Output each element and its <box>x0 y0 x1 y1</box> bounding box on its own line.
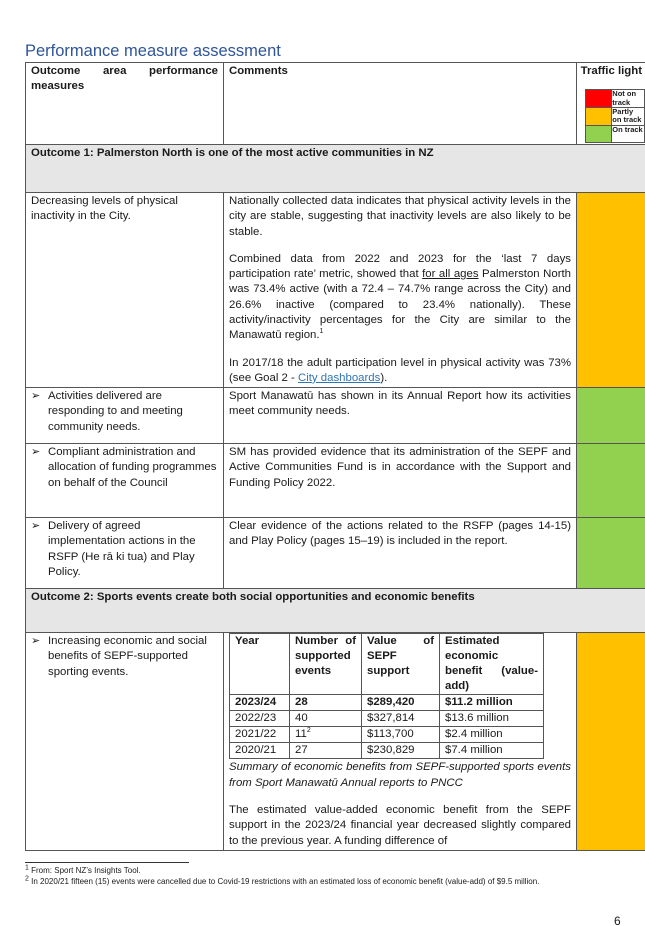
page-title: Performance measure assessment <box>25 42 281 60</box>
sepf-table-caption: Summary of economic benefits from SEPF-supported sports events from Sport Manawatū Annual reports to PNCC <box>229 761 571 789</box>
legend-label-not-on-track: Not on track <box>612 90 645 108</box>
outcome-1-title: Outcome 1: Palmerston North is one of the most active communities in NZ <box>26 145 645 193</box>
traffic-light-title: Traffic light <box>580 65 642 77</box>
table-cell: $11.2 million <box>440 695 544 711</box>
table-cell: $13.6 million <box>440 711 544 727</box>
sepf-header-events: Number of supported events <box>290 634 362 695</box>
amber-swatch <box>586 108 612 126</box>
table-cell: $113,700 <box>362 727 440 743</box>
bullet-arrow-icon: ➢ <box>31 635 41 648</box>
measure-row-compliance <box>26 444 645 518</box>
sepf-table-header <box>230 634 544 695</box>
footnote-divider <box>25 862 189 863</box>
status-compliance <box>577 444 645 518</box>
table-cell: $7.4 million <box>440 743 544 759</box>
table-row <box>230 727 544 743</box>
table-cell: $289,420 <box>362 695 440 711</box>
measure-row-activities <box>26 388 645 444</box>
measure-inactivity: Decreasing levels of physical inactivity in the City. <box>26 193 224 388</box>
legend-row-amber <box>586 108 645 126</box>
comment-sepf-text: The estimated value-added economic benefit from the SEPF support in the 2023/24 financial year decreased slightly compared to the previous year. A funding difference of <box>229 804 571 847</box>
measure-row-sepf <box>26 633 645 851</box>
sepf-header-year: Year <box>230 634 290 695</box>
footnote-2: $^2$ In 2020/21 fifteen (15) events were cancelled due to Covid-19 restrictions with an estimated loss of economic benefit (value-add) of $9.5 million. <box>25 875 540 886</box>
measure-row-inactivity <box>26 193 645 388</box>
comment-inactivity-p2: Combined data from 2022 and 2023 for the ‘last 7 days participation rate’ metric, showed that for all ages Palmerston North was 73.4% active (with a 72.4 – 74.7% range across the City) and 26.6% inactive (compared to 23.4% nationally). These activity/inactivity percentages for the City are similar to the Manawatū region.$^1$ <box>229 252 572 342</box>
comment-activities: Sport Manawatū has shown in its Annual Report how its activities meet community needs. <box>224 388 577 444</box>
sepf-header-benefit: Estimated economic benefit (value-add) <box>440 634 544 695</box>
legend-label-on-track: On track <box>612 125 645 142</box>
bullet-arrow-icon: ➢ <box>31 390 41 403</box>
table-cell: $2.4 million <box>440 727 544 743</box>
header-traffic-light <box>577 63 645 145</box>
table-cell: 2021/22 <box>230 727 290 743</box>
outcome-1-row <box>26 145 645 193</box>
bullet-arrow-icon: ➢ <box>31 446 41 459</box>
table-cell: 28 <box>290 695 362 711</box>
comment-inactivity <box>224 193 577 388</box>
page-number: 6 <box>614 914 621 926</box>
measure-row-rsfp <box>26 518 645 589</box>
footnote-ref-2[interactable]: 2 <box>306 727 311 735</box>
comment-inactivity-p3: In 2017/18 the adult participation level in physical activity was 73% (see Goal 2 - City dashboards). <box>229 356 571 384</box>
table-row <box>230 743 544 759</box>
table-cell: $230,829 <box>362 743 440 759</box>
header-measures: Outcome area performance measures <box>26 63 224 145</box>
outcome-2-title: Outcome 2: Sports events create both social opportunities and economic benefits <box>26 589 645 633</box>
bullet-arrow-icon: ➢ <box>31 520 41 533</box>
status-rsfp <box>577 518 645 589</box>
status-sepf <box>577 633 645 851</box>
table-cell: 27 <box>290 743 362 759</box>
table-cell: $11^2$ <box>290 727 362 743</box>
status-inactivity <box>577 193 645 388</box>
table-cell: 2020/21 <box>230 743 290 759</box>
sepf-benefits-table <box>229 633 544 759</box>
comment-rsfp: Clear evidence of the actions related to the RSFP (pages 14-15) and Play Policy (pages 15–19) is included in the report. <box>224 518 577 589</box>
measure-rsfp: ➢ Delivery of agreed implementation actions in the RSFP (He rā ki tua) and Play Policy. <box>26 518 224 589</box>
footnote-ref-1[interactable]: 1 <box>319 328 324 336</box>
legend-label-partly-on-track: Partly on track <box>612 108 645 126</box>
comment-inactivity-p1: Nationally collected data indicates that physical activity levels in the city are stable, suggesting that inactivity levels are also likely to be stable. <box>229 195 571 238</box>
legend-row-red <box>586 90 645 108</box>
performance-table <box>25 62 645 851</box>
table-row <box>230 695 544 711</box>
comment-compliance: SM has provided evidence that its administration of the SEPF and Active Communities Fund is in accordance with the Support and Funding Policy 2022. <box>224 444 577 518</box>
footnotes <box>25 866 625 888</box>
table-row <box>230 711 544 727</box>
outcome-2-row <box>26 589 645 633</box>
table-header-row <box>26 63 645 145</box>
red-swatch <box>586 90 612 108</box>
sepf-header-value: Value of SEPF support <box>362 634 440 695</box>
header-comments: Comments <box>224 63 577 145</box>
table-cell: 2022/23 <box>230 711 290 727</box>
legend-row-green <box>586 125 645 142</box>
traffic-light-legend <box>585 89 645 143</box>
measure-sepf: ➢ Increasing economic and social benefits of SEPF-supported sporting events. <box>26 633 224 851</box>
table-cell: $327,814 <box>362 711 440 727</box>
comment-sepf <box>224 633 577 851</box>
footnote-1: $^1$ From: Sport NZ’s Insights Tool. <box>25 864 141 875</box>
table-cell: 2023/24 <box>230 695 290 711</box>
table-cell: 40 <box>290 711 362 727</box>
green-swatch <box>586 125 612 142</box>
measure-activities: ➢ Activities delivered are responding to and meeting community needs. <box>26 388 224 444</box>
city-dashboards-link[interactable]: City dashboards <box>298 371 381 384</box>
status-activities <box>577 388 645 444</box>
measure-compliance: ➢ Compliant administration and allocation of funding programmes on behalf of the Council <box>26 444 224 518</box>
